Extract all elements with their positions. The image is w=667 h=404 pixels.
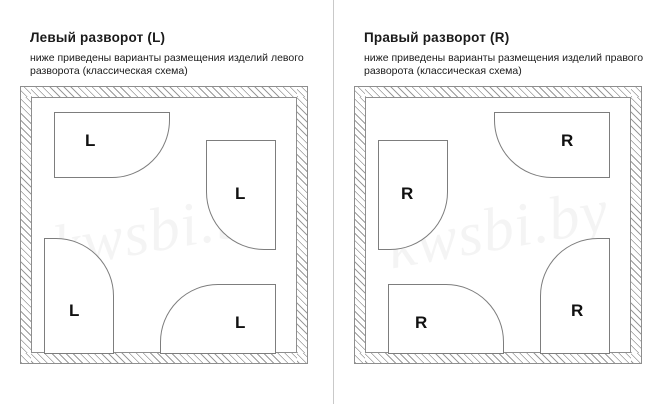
- panel-subtitle-left: ниже приведены варианты размещения изделий левого разворота (классическая схема): [30, 52, 304, 77]
- bath-top-right: [494, 112, 610, 178]
- room-outline-left: [20, 86, 308, 364]
- bath-label: L: [235, 184, 246, 203]
- bath-left-upper: [378, 140, 448, 250]
- panel-title-left: Левый разворот (L): [30, 30, 166, 45]
- room-outline-right: [354, 86, 642, 364]
- bath-label: R: [561, 131, 574, 150]
- panel-right-layout: [334, 0, 667, 404]
- room-floor-left: [31, 97, 297, 353]
- bath-top-left: [54, 112, 170, 178]
- bath-label: R: [415, 313, 428, 332]
- bath-label: R: [571, 301, 584, 320]
- panel-subtitle-right: ниже приведены варианты размещения изделий правого разворота (классическая схема): [364, 52, 644, 77]
- bath-label: L: [235, 313, 246, 332]
- bath-label: R: [401, 184, 414, 203]
- room-floor-right: [365, 97, 631, 353]
- bath-right-lower: [540, 238, 610, 354]
- bath-bottom-right: [160, 284, 276, 354]
- bath-label: L: [69, 301, 80, 320]
- bath-left-lower: [44, 238, 114, 354]
- panel-left-layout: [0, 0, 333, 404]
- panel-title-right: Правый разворот (R): [364, 30, 510, 45]
- bath-right-upper: [206, 140, 276, 250]
- bath-label: L: [85, 131, 96, 150]
- bath-bottom-left: [388, 284, 504, 354]
